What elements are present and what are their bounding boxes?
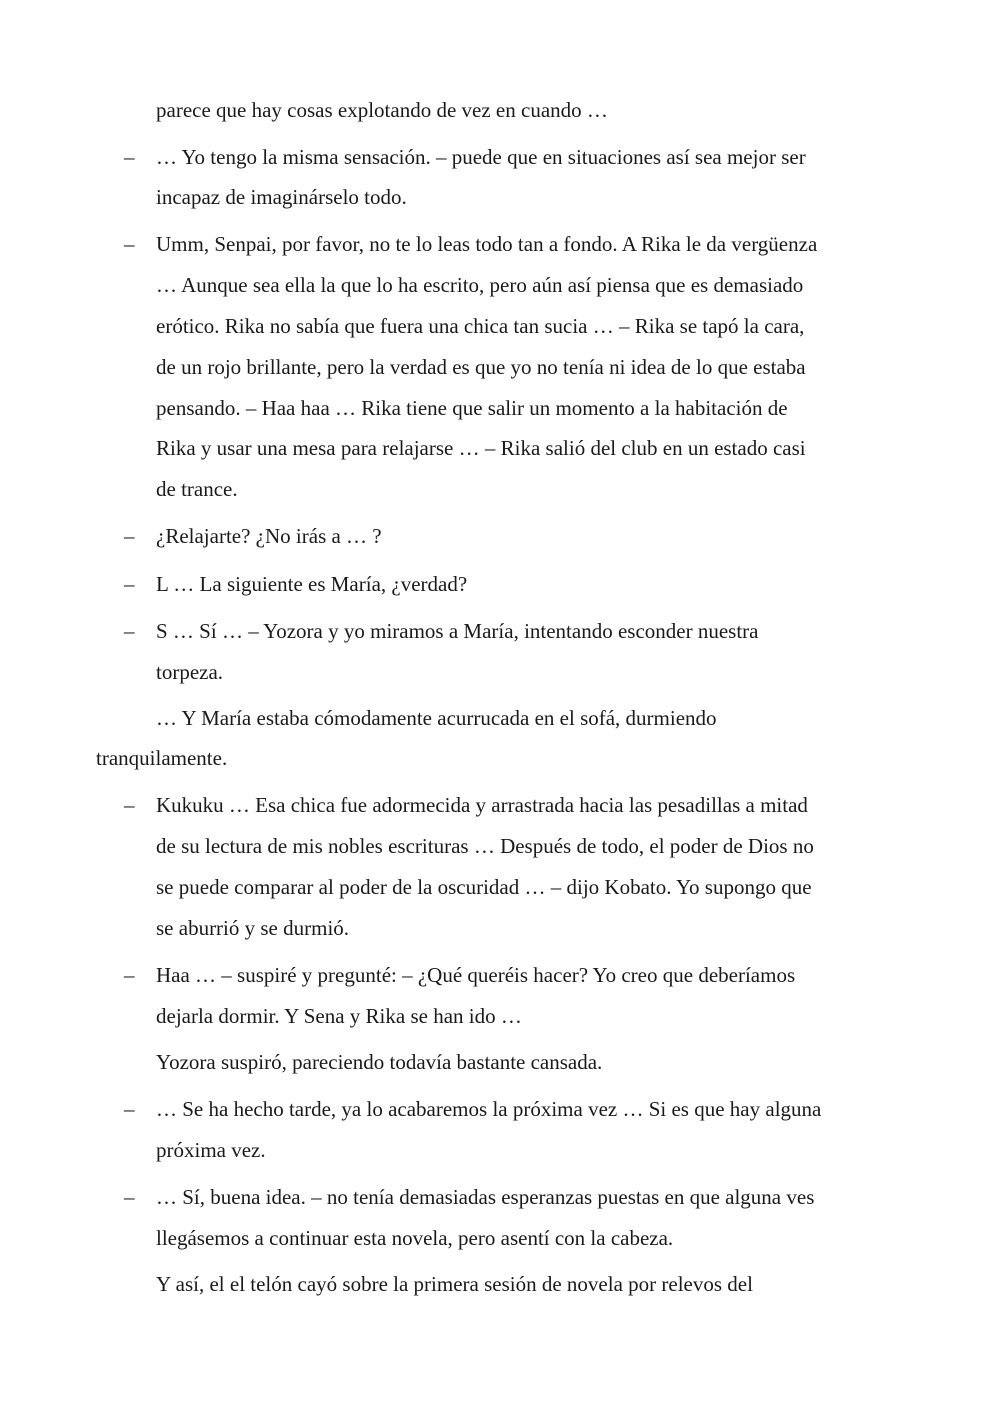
- text-line: … Aunque sea ella la que lo ha escrito, pero aún así piensa que es demasiado: [156, 273, 804, 297]
- dialogue-dash: –: [124, 1097, 135, 1121]
- text-line: de un rojo brillante, pero la verdad es que yo no tenía ni idea de lo que estaba: [156, 355, 806, 379]
- text-line: torpeza.: [156, 660, 224, 684]
- text-line: Rika y usar una mesa para relajarse … – Rika salió del club en un estado casi: [156, 436, 806, 460]
- text-line: parece que hay cosas explotando de vez en cuando …: [156, 98, 608, 122]
- text-line: erótico. Rika no sabía que fuera una chica tan sucia … – Rika se tapó la cara,: [156, 314, 805, 338]
- text-line: tranquilamente.: [96, 746, 228, 770]
- text-line: de su lectura de mis nobles escrituras … Después de todo, el poder de Dios no: [156, 834, 814, 858]
- dialogue-dash: –: [124, 572, 135, 596]
- text-line: Umm, Senpai, por favor, no te lo leas todo tan a fondo. A Rika le da vergüenza: [156, 232, 818, 256]
- text-line: próxima vez.: [156, 1138, 266, 1162]
- text-line: … Y María estaba cómodamente acurrucada en el sofá, durmiendo: [156, 706, 717, 730]
- text-line: L … La siguiente es María, ¿verdad?: [156, 572, 468, 596]
- text-line: se puede comparar al poder de la oscuridad … – dijo Kobato. Yo supongo que: [156, 875, 812, 899]
- text-line: Haa … – suspiré y pregunté: – ¿Qué queréis hacer? Yo creo que deberíamos: [156, 963, 796, 987]
- text-line: dejarla dormir. Y Sena y Rika se han ido …: [156, 1004, 522, 1028]
- dialogue-dash: –: [124, 793, 135, 817]
- dialogue-dash: –: [124, 145, 135, 169]
- text-line: pensando. – Haa haa … Rika tiene que salir un momento a la habitación de: [156, 396, 788, 420]
- text-line: de trance.: [156, 477, 238, 501]
- text-line: … Se ha hecho tarde, ya lo acabaremos la próxima vez … Si es que hay alguna: [156, 1097, 822, 1121]
- text-line: se aburrió y se durmió.: [156, 916, 350, 940]
- dialogue-dash: –: [124, 232, 135, 256]
- text-line: S … Sí … – Yozora y yo miramos a María, intentando esconder nuestra: [156, 619, 759, 643]
- text-line: llegásemos a continuar esta novela, pero asentí con la cabeza.: [156, 1226, 674, 1250]
- text-line: Yozora suspiró, pareciendo todavía bastante cansada.: [156, 1050, 603, 1074]
- text-line: Y así, el el telón cayó sobre la primera sesión de novela por relevos del: [156, 1272, 753, 1296]
- text-line: incapaz de imaginárselo todo.: [156, 185, 407, 209]
- text-line: ¿Relajarte? ¿No irás a … ?: [156, 524, 382, 548]
- dialogue-dash: –: [124, 963, 135, 987]
- dialogue-dash: –: [124, 1185, 135, 1209]
- text-line: Kukuku … Esa chica fue adormecida y arrastrada hacia las pesadillas a mitad: [156, 793, 808, 817]
- dialogue-dash: –: [124, 619, 135, 643]
- text-line: … Yo tengo la misma sensación. – puede que en situaciones así sea mejor ser: [156, 145, 806, 169]
- text-line: … Sí, buena idea. – no tenía demasiadas esperanzas puestas en que alguna ves: [156, 1185, 815, 1209]
- dialogue-dash: –: [124, 524, 135, 548]
